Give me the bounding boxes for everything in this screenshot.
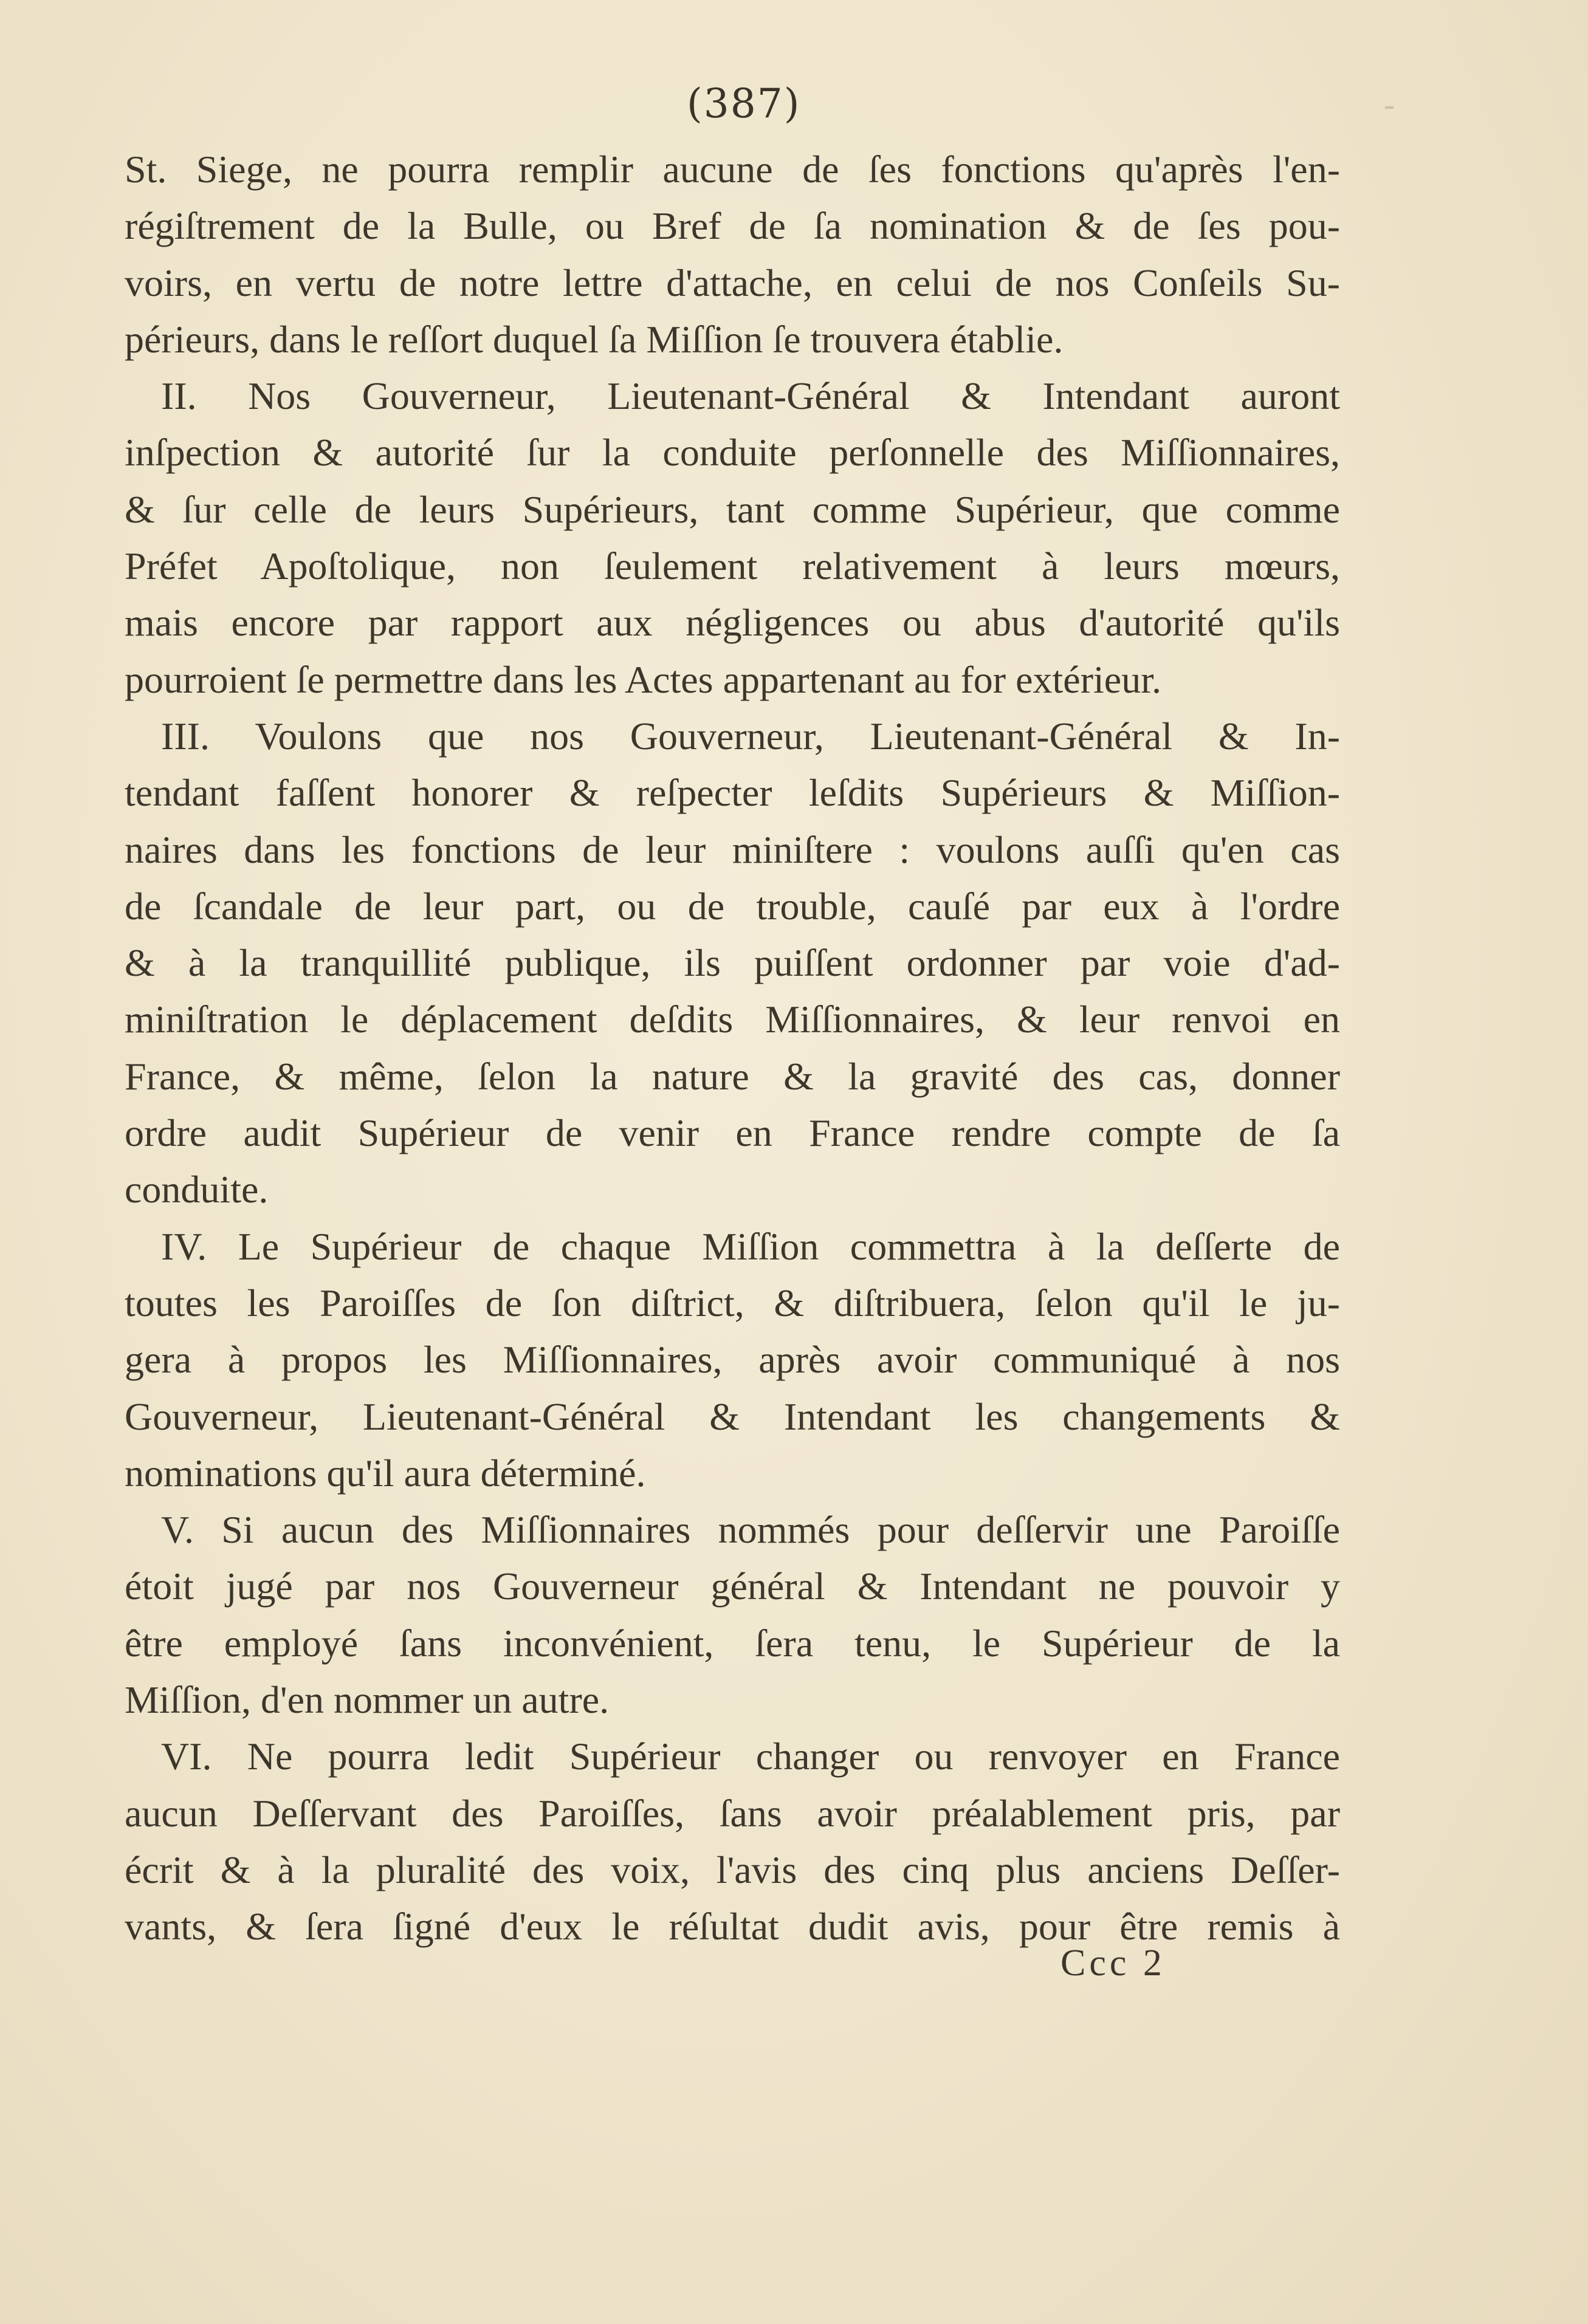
text-line: de ſcandale de leur part, ou de trouble, cauſé par eux à l'ordre <box>125 884 1340 928</box>
text-line: ordre audit Supérieur de venir en France rendre compte de ſa <box>125 1111 1340 1155</box>
text-line: être employé ſans inconvénient, ſera tenu, le Supérieur de la <box>125 1621 1340 1665</box>
text-line: vants, & ſera ſigné d'eux le réſultat dudit avis, pour être remis à <box>125 1905 1340 1949</box>
text-line: pourroient ſe permettre dans les Actes appartenant au for extérieur. <box>125 657 1161 701</box>
text-line: toutes les Paroiſſes de ſon diſtrict, & diſtribuera, ſelon qu'il le ju- <box>125 1281 1340 1325</box>
text-line: II. Nos Gouverneur, Lieutenant-Général & Intendant auront <box>161 374 1340 418</box>
text-line: Préfet Apoſtolique, non ſeulement relativement à leurs mœurs, <box>125 544 1340 588</box>
text-line: régiſtrement de la Bulle, ou Bref de ſa nomination & de ſes pou- <box>125 204 1340 248</box>
text-line: Miſſion, d'en nommer un autre. <box>125 1678 610 1722</box>
text-line: périeurs, dans le reſſort duquel ſa Miſſion ſe trouvera établie. <box>125 317 1064 361</box>
text-line: conduite. <box>125 1168 269 1212</box>
text-line: tendant faſſent honorer & reſpecter leſdits Supérieurs & Miſſion- <box>125 771 1340 815</box>
text-line: St. Siege, ne pourra remplir aucune de ſes fonctions qu'après l'en- <box>125 148 1340 191</box>
text-line: V. Si aucun des Miſſionnaires nommés pour deſſervir une Paroiſſe <box>161 1508 1340 1552</box>
text-line: voirs, en vertu de notre lettre d'attache, en celui de nos Conſeils Su- <box>125 261 1340 304</box>
text-line: gera à propos les Miſſionnaires, après avoir communiqué à nos <box>125 1338 1340 1382</box>
text-line: III. Voulons que nos Gouverneur, Lieutenant-Général & In- <box>161 714 1340 758</box>
text-line: aucun Deſſervant des Paroiſſes, ſans avoir préalablement pris, par <box>125 1791 1340 1835</box>
text-line: nominations qu'il aura déterminé. <box>125 1451 646 1495</box>
text-line: & à la tranquillité publique, ils puiſſent ordonner par voie d'ad- <box>125 941 1340 985</box>
text-line: France, & même, ſelon la nature & la gravité des cas, donner <box>125 1054 1340 1098</box>
body-text <box>125 141 1340 1955</box>
text-line: & ſur celle de leurs Supérieurs, tant comme Supérieur, que comme <box>125 487 1340 531</box>
text-line: miniſtration le déplacement deſdits Miſſionnaires, & leur renvoi en <box>125 998 1340 1041</box>
page-number: (387) <box>687 80 801 127</box>
signature-mark: Ccc 2 <box>1060 1942 1166 1984</box>
ink-mark <box>1385 106 1394 109</box>
text-line: écrit & à la pluralité des voix, l'avis des cinq plus anciens Deſſer- <box>125 1848 1340 1891</box>
text-line: mais encore par rapport aux négligences ou abus d'autorité qu'ils <box>125 601 1340 645</box>
text-line: IV. Le Supérieur de chaque Miſſion commettra à la deſſerte de <box>161 1224 1340 1268</box>
text-line: inſpection & autorité ſur la conduite perſonnelle des Miſſionnaires, <box>125 431 1340 475</box>
text-line: VI. Ne pourra ledit Supérieur changer ou renvoyer en France <box>161 1735 1340 1778</box>
text-line: naires dans les fonctions de leur miniſtere : voulons auſſi qu'en cas <box>125 828 1340 871</box>
text-line: étoit jugé par nos Gouverneur général & Intendant ne pouvoir y <box>125 1565 1340 1608</box>
text-line: Gouverneur, Lieutenant-Général & Intendant les changements & <box>125 1394 1340 1438</box>
